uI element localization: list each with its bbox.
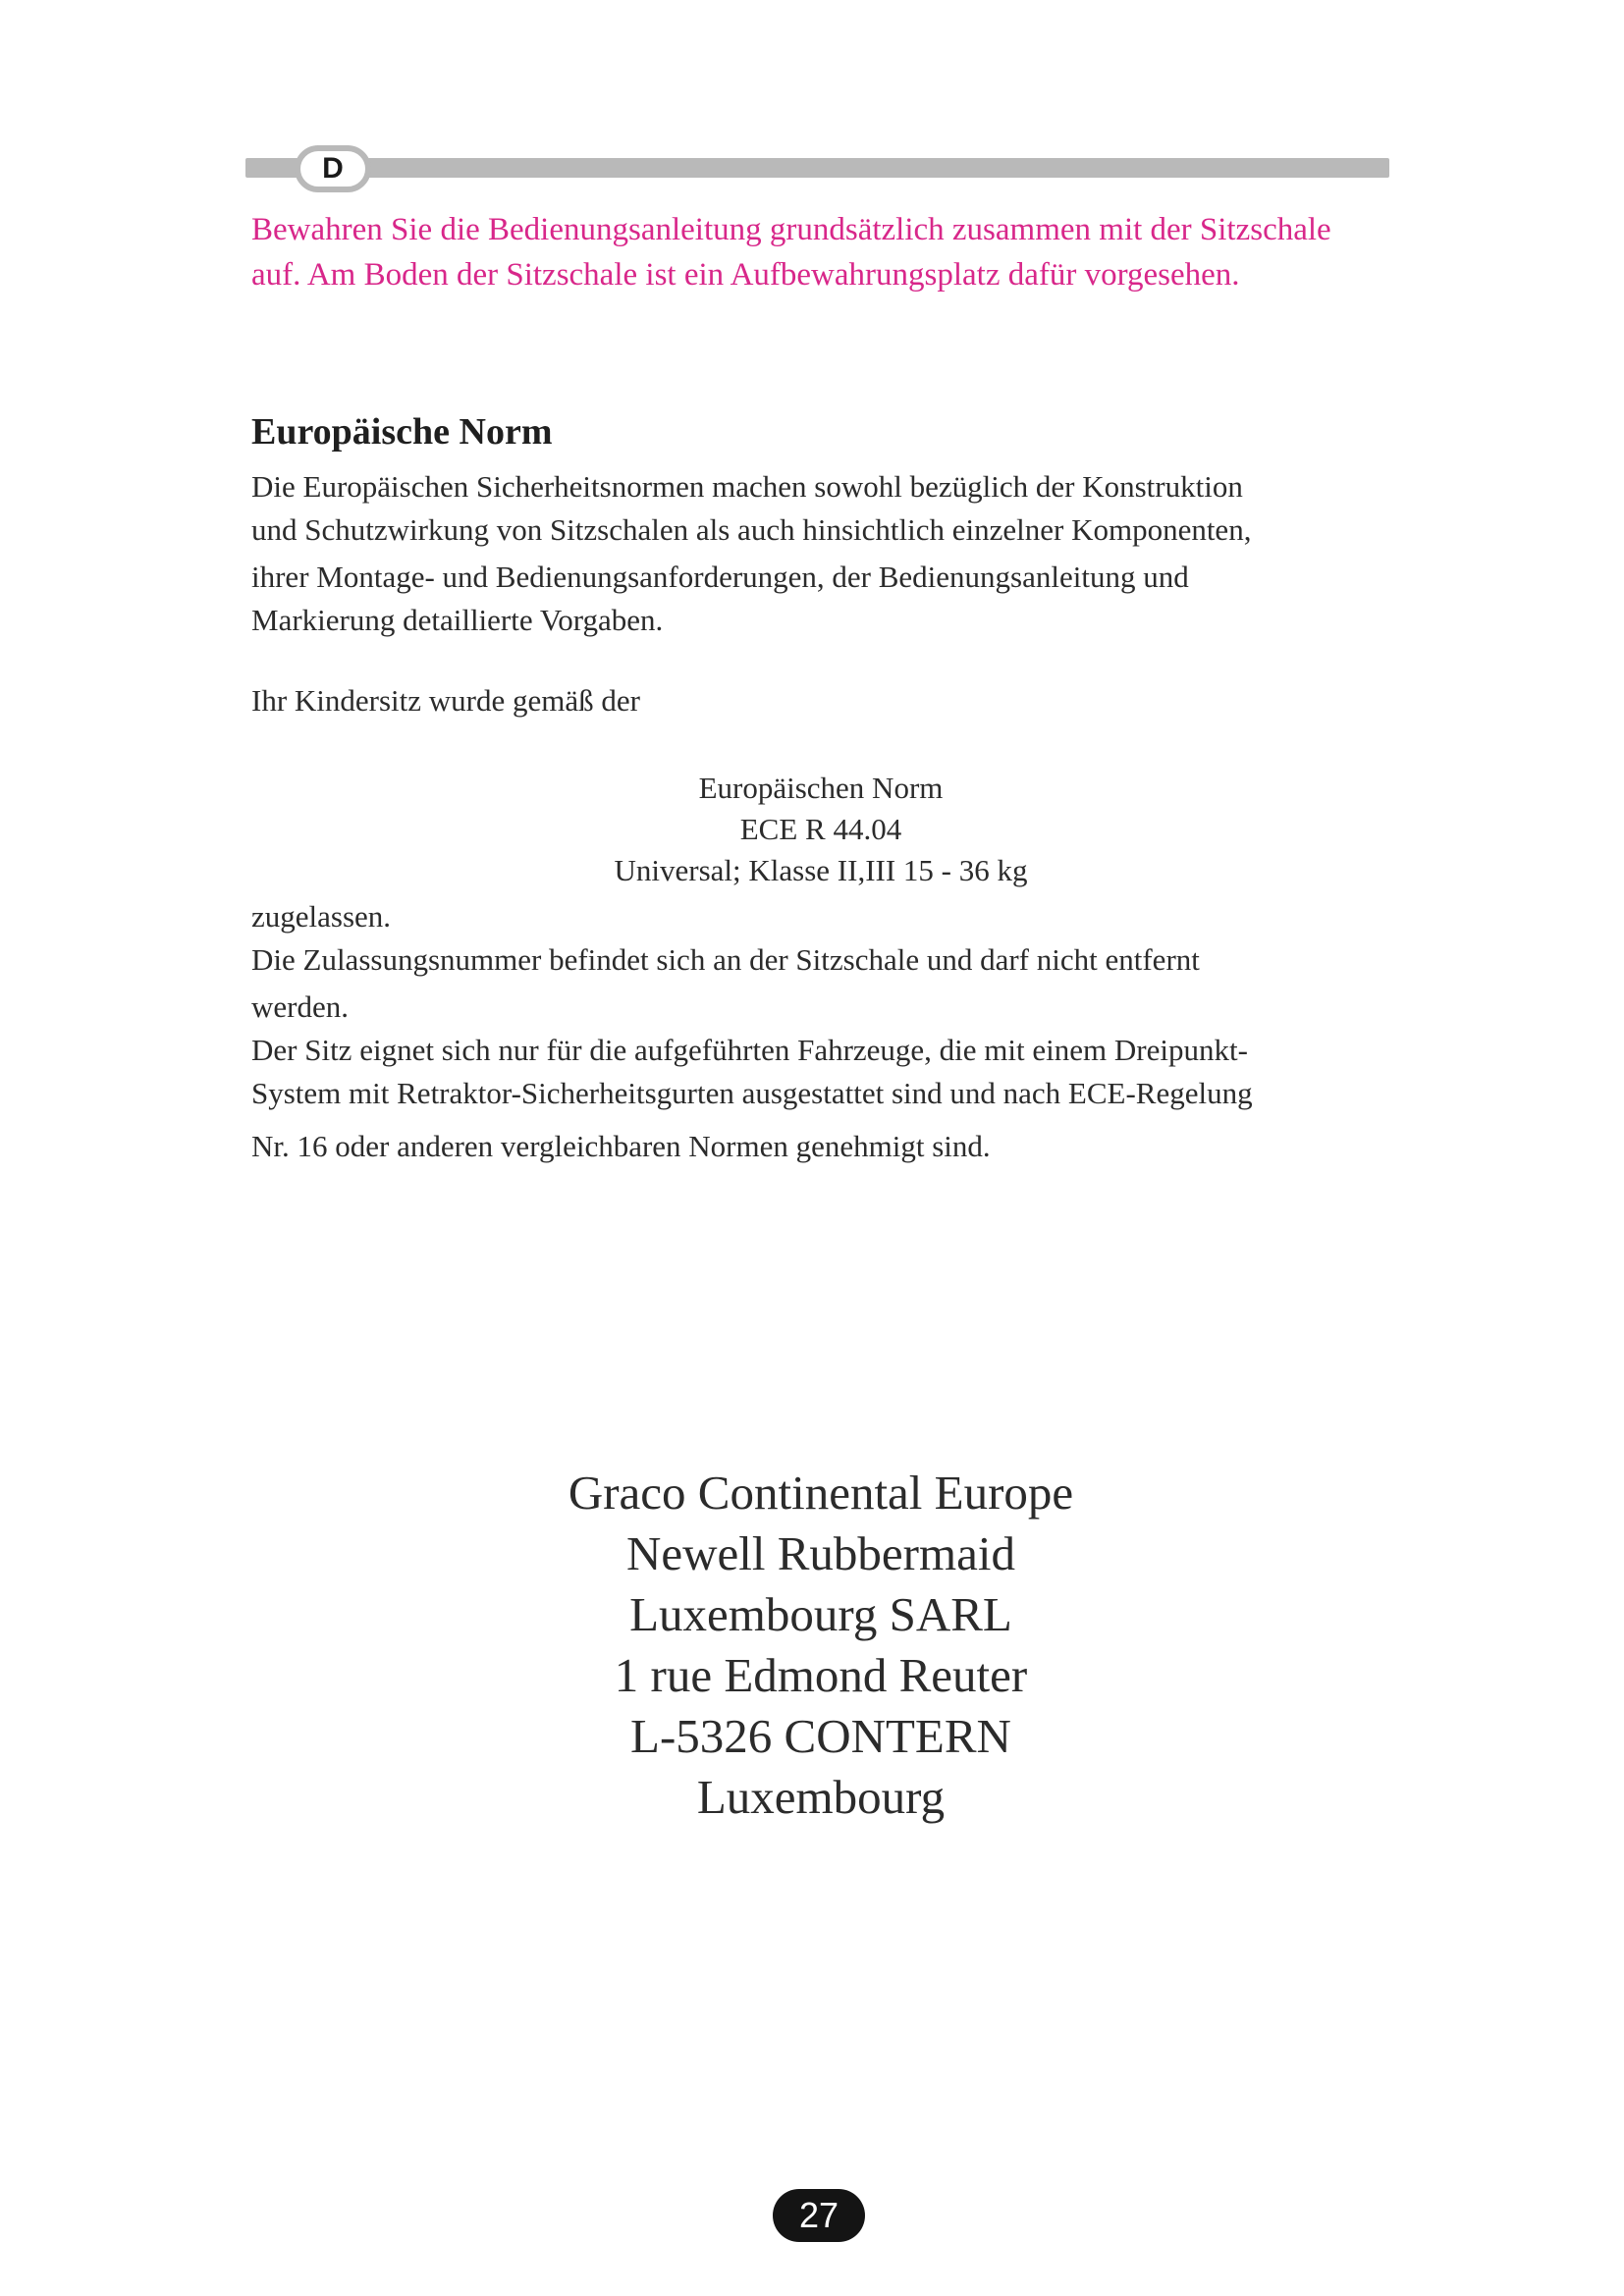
address-line: Luxembourg SARL bbox=[629, 1587, 1012, 1641]
paragraph-line: ihrer Montage- und Bedienungsanforderungen, der Bedienungsanleitung und bbox=[251, 560, 1189, 594]
paragraph-line: Die Zulassungsnummer befindet sich an der Sitzschale und darf nicht entfernt bbox=[251, 942, 1200, 977]
storage-note-line: auf. Am Boden der Sitzschale ist ein Aufbewahrungsplatz dafür vorgesehen. bbox=[251, 257, 1240, 293]
norm-code: ECE R 44.04 bbox=[739, 812, 902, 846]
paragraph-line: Der Sitz eignet sich nur für die aufgeführten Fahrzeuge, die mit einem Dreipunkt- bbox=[251, 1033, 1248, 1067]
approval-paragraph bbox=[251, 895, 1390, 1168]
paragraph-line: Nr. 16 oder anderen vergleichbaren Normen genehmigt sind. bbox=[251, 1129, 991, 1163]
intro-paragraph bbox=[251, 465, 1390, 642]
address-line: Luxembourg bbox=[696, 1770, 946, 1824]
paragraph-line: Die Europäischen Sicherheitsnormen machen sowohl bezüglich der Konstruktion bbox=[251, 469, 1243, 504]
storage-note bbox=[251, 207, 1390, 297]
approval-lead: Ihr Kindersitz wurde gemäß der bbox=[251, 683, 640, 718]
paragraph-line: werden. bbox=[251, 989, 349, 1024]
norm-block bbox=[251, 768, 1390, 891]
address-line: L-5326 CONTERN bbox=[630, 1709, 1011, 1763]
norm-name: Europäischen Norm bbox=[698, 771, 944, 805]
paragraph-line: zugelassen. bbox=[251, 899, 392, 934]
language-badge: D bbox=[295, 145, 371, 192]
company-address bbox=[251, 1463, 1390, 1828]
address-line: 1 rue Edmond Reuter bbox=[614, 1648, 1028, 1702]
paragraph-line: Markierung detaillierte Vorgaben. bbox=[251, 603, 664, 637]
storage-note-line: Bewahren Sie die Bedienungsanleitung grundsätzlich zusammen mit der Sitzschale bbox=[251, 212, 1331, 247]
page-number: 27 bbox=[773, 2189, 865, 2242]
norm-class: Universal; Klasse II,III 15 - 36 kg bbox=[614, 853, 1028, 887]
address-line: Graco Continental Europe bbox=[568, 1466, 1074, 1520]
paragraph-line: System mit Retraktor-Sicherheitsgurten ausgestattet sind und nach ECE-Regelung bbox=[251, 1076, 1253, 1110]
paragraph-line: und Schutzwirkung von Sitzschalen als auch hinsichtlich einzelner Komponenten, bbox=[251, 512, 1252, 547]
address-line: Newell Rubbermaid bbox=[626, 1526, 1015, 1580]
section-title: Europäische Norm bbox=[251, 411, 553, 453]
header-bar bbox=[245, 158, 1389, 178]
